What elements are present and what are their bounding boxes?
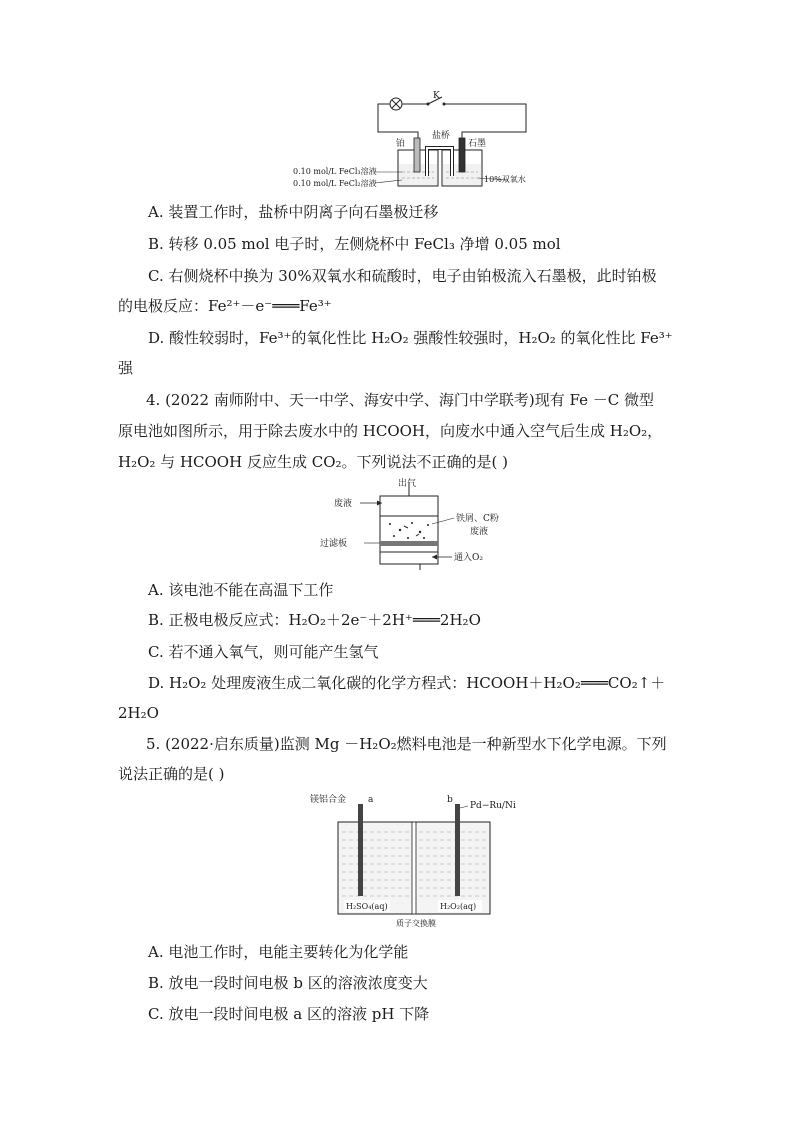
mg-h2o2-cell-diagram	[300, 790, 516, 930]
left-solution-label-1: 0.10 mol/L FeCl₃溶液	[293, 167, 377, 176]
q4-option-b: B. 正极电极反应式：H₂O₂＋2e⁻＋2H⁺═══2H₂O	[148, 611, 481, 629]
outlet-label: 出气	[398, 479, 417, 489]
electrode-a	[358, 804, 363, 896]
q4-option-d-line1: D. H₂O₂ 处理废液生成二氧化碳的化学方程式：HCOOH＋H₂O₂═══CO₂↑＋	[148, 674, 666, 692]
q5-option-b: B. 放电一段时间电极 b 区的溶液浓度变大	[148, 974, 428, 992]
q5-option-c: C. 放电一段时间电极 a 区的溶液 pH 下降	[148, 1005, 430, 1023]
q4-stem-line2: 原电池如图所示，用于除去废水中的 HCOOH，向废水中通入空气后生成 H₂O₂，	[118, 422, 663, 440]
left-solution-label-2: 0.10 mol/L FeCl₂溶液	[293, 179, 377, 188]
right-solution-label: H₂O₂(aq)	[440, 902, 477, 911]
q4-option-a: A. 该电池不能在高温下工作	[148, 581, 334, 599]
switch-label: K	[433, 91, 440, 101]
q4-stem-line3: H₂O₂ 与 HCOOH 反应生成 CO₂。下列说法不正确的是( )	[118, 453, 508, 471]
q5-option-a: A. 电池工作时，电能主要转化为化学能	[148, 943, 409, 961]
galvanic-cell-diagram	[290, 88, 540, 193]
filter-plate	[380, 541, 438, 546]
filling-label: 铁屑、C粉	[456, 514, 499, 524]
electrode-b-label: b	[447, 795, 453, 805]
left-electrode-label: 铂	[396, 139, 406, 149]
q3-option-b: B. 转移 0.05 mol 电子时，左侧烧杯中 FeCl₃ 净增 0.05 mol	[148, 235, 561, 253]
platinum-electrode	[414, 138, 420, 172]
q4-option-d-line2: 2H₂O	[118, 704, 159, 722]
o2-inlet-label: 通入O₂	[454, 553, 483, 563]
q3-option-d-line1: D. 酸性较弱时，Fe³⁺的氧化性比 H₂O₂ 强酸性较强时，H₂O₂ 的氧化性比 Fe³⁺	[148, 329, 673, 347]
waste-inlet-label: 废液	[334, 499, 353, 509]
q3-option-c-line2: 的电极反应：Fe²⁺－e⁻═══Fe³⁺	[118, 297, 332, 315]
electrode-a-label: a	[368, 795, 374, 805]
right-solution-label: 10%双氧水	[484, 175, 526, 184]
proton-exchange-membrane	[412, 822, 416, 914]
right-electrode-label: 石墨	[468, 139, 487, 149]
electrode-b	[455, 804, 460, 896]
figure-fe-c-cell	[320, 478, 540, 578]
filter-label: 过滤板	[320, 539, 348, 549]
figure-mg-h2o2-cell	[300, 790, 516, 930]
fe-c-cell-diagram	[320, 478, 540, 578]
q3-option-d-line2: 强	[118, 359, 134, 377]
filling-label-2: 废液	[470, 527, 489, 537]
figure-galvanic-cell	[290, 88, 540, 193]
membrane-label: 质子交换膜	[396, 919, 436, 928]
salt-bridge-label: 盐桥	[432, 131, 451, 141]
q5-stem-line1: 5. (2022·启东质量)监测 Mg －H₂O₂燃料电池是一种新型水下化学电源。下列	[146, 735, 667, 753]
left-alloy-label: 镁铝合金	[310, 795, 347, 805]
reactor-vessel	[380, 496, 438, 564]
q3-option-a: A. 装置工作时，盐桥中阴离子向石墨极迁移	[148, 203, 439, 221]
iron-carbon-particles	[389, 522, 429, 539]
graphite-electrode	[459, 138, 465, 172]
q4-stem-line1: 4. (2022 南师附中、天一中学、海安中学、海门中学联考)现有 Fe －C 微型	[146, 391, 654, 409]
q5-stem-line2: 说法正确的是( )	[118, 765, 225, 783]
q3-option-c-line1: C. 右侧烧杯中换为 30%双氧水和硫酸时，电子由铂极流入石墨极，此时铂极	[148, 267, 657, 285]
q4-option-c: C. 若不通入氧气，则可能产生氢气	[148, 643, 379, 661]
left-solution-label: H₂SO₄(aq)	[346, 902, 388, 911]
right-material-label: Pd−Ru/Ni	[470, 801, 516, 811]
